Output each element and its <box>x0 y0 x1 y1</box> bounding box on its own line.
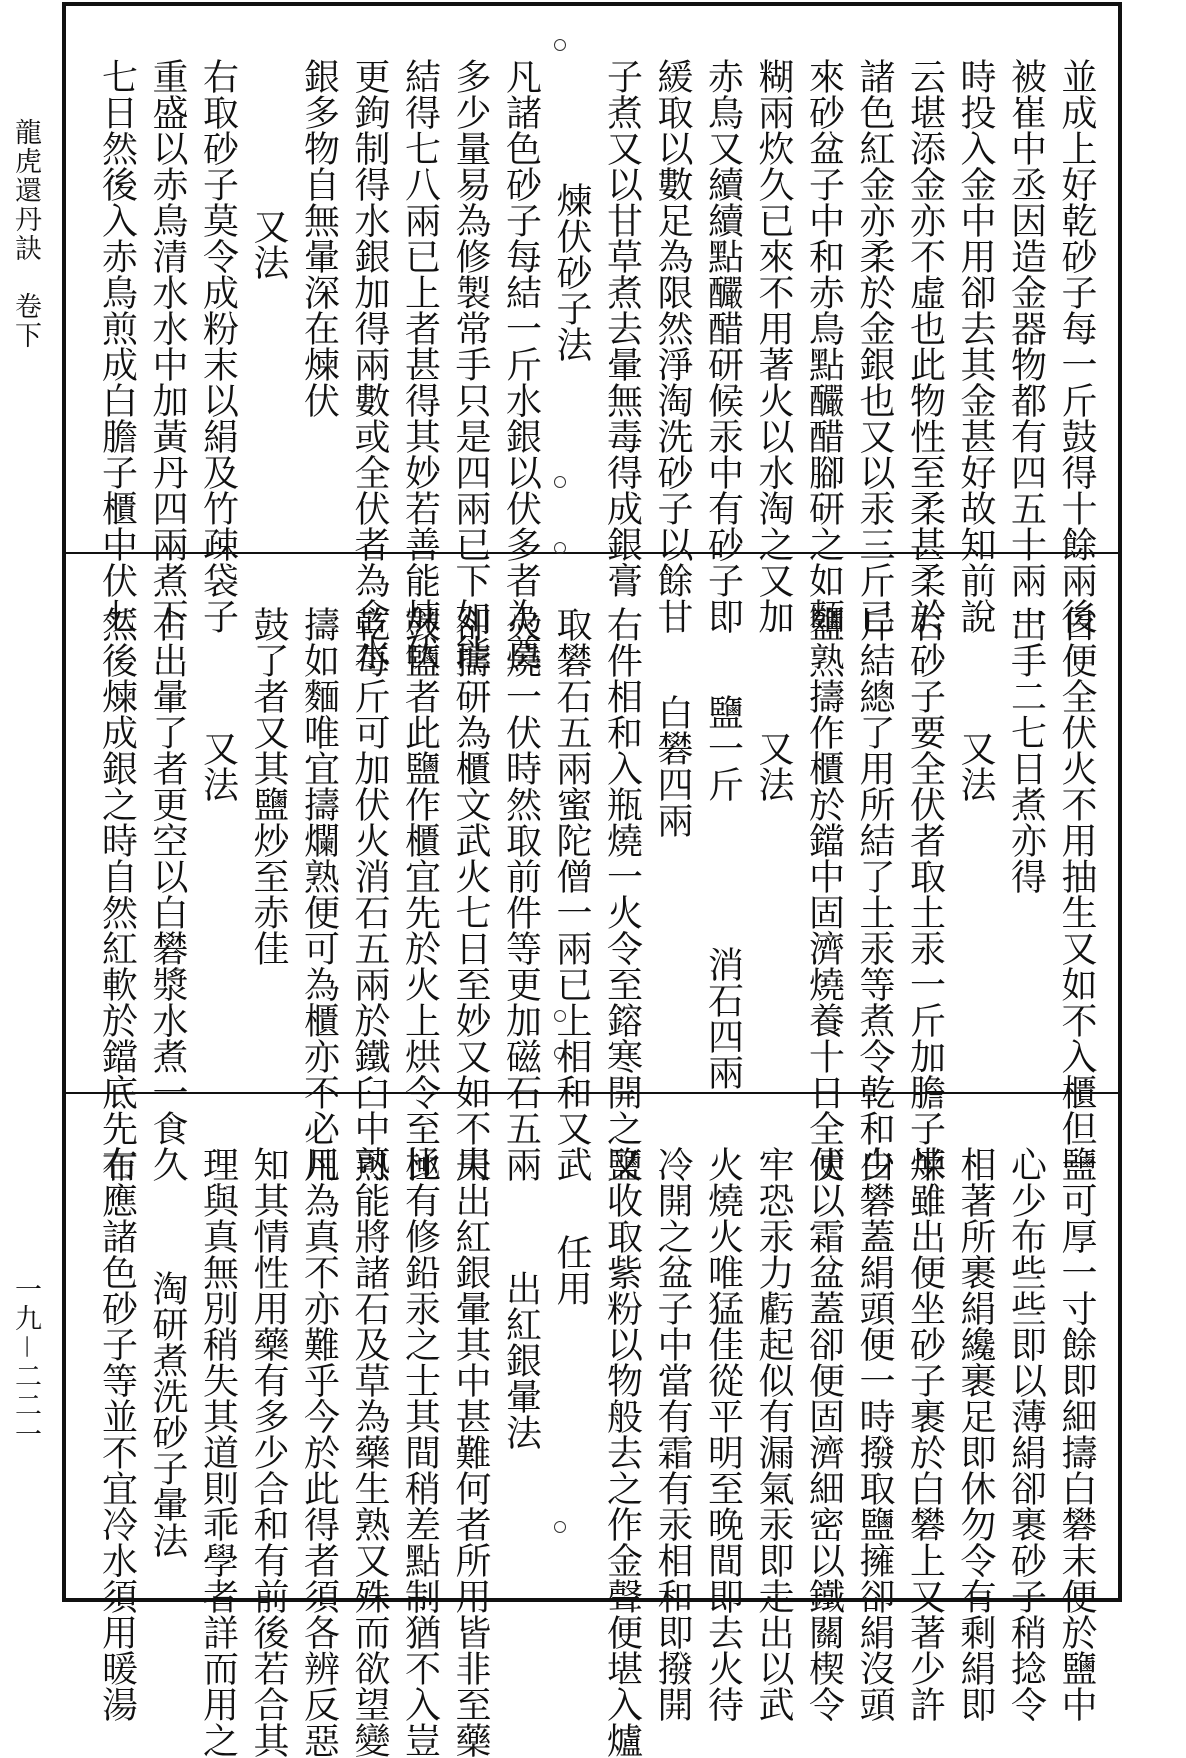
text-column: 鹽一斤 消石四兩 <box>702 694 744 1090</box>
text-column: 比有修鉛汞之士其間稍差點制猶不入豈 <box>399 1146 441 1758</box>
text-column: 糊兩炊久已來不用著火以水淘之又加 <box>753 58 794 634</box>
text-column: 擣如麵唯宜擣爛熟便可為櫃亦不必用 <box>298 606 340 1182</box>
text-column: 又法 <box>248 208 289 280</box>
text-column: 並成上好乾砂子每一斤鼓得十餘兩後 <box>1056 58 1097 634</box>
text-column: 鼓鹽者此鹽作櫃宜先於火上烘令至極 <box>399 606 441 1182</box>
text-column: 夫出紅銀暈其中甚難何者所用皆非至藥 <box>450 1146 491 1758</box>
text-column: 相著所裹絹纔裹足即休勿令有剩絹即 <box>955 1146 996 1722</box>
side-title: 龍虎還丹訣 卷下 <box>10 118 41 350</box>
text-column: 白礬蓋絹頭便一時撥取鹽擁卻絹沒頭 <box>854 1146 895 1722</box>
text-column: 理與真無別稍失其道則乖學者詳而用之 <box>197 1146 239 1758</box>
text-column: 諸色紅金亦柔於金銀也又以汞三斤已 <box>854 58 895 634</box>
text-column: 鹽收取紫粉以物般去之作金聲便堪入爐 <box>601 1146 643 1758</box>
register-top <box>66 6 1118 670</box>
text-column: 任用 <box>551 1234 592 1306</box>
text-column: 可能將諸石及草為藥生熟又殊而欲望變 <box>349 1146 390 1758</box>
text-column: 右取砂子莫令成粉末以絹及竹疎袋子 <box>197 58 239 634</box>
text-column: 心少布些些即以薄絹卻裹砂子稍捻令 <box>1005 1146 1047 1722</box>
text-column: 煉雖出便坐砂子裹於白礬上又著少許 <box>904 1146 946 1722</box>
text-column: 冷開之盆子中當有霜有汞相和即撥開 <box>652 1146 693 1722</box>
text-column: 白礬四兩 <box>652 694 693 838</box>
text-column: 被崔中丞因造金器物都有四五十兩一 <box>1005 58 1047 634</box>
text-column: 銀多物自無暈深在煉伏 <box>298 58 340 418</box>
text-column: 結得七八兩已上者甚得其妙若善能煉伏 <box>399 58 441 670</box>
text-column: 然後煉成銀之時自然紅軟於鐺底先布 <box>96 606 138 1182</box>
text-column: 右出暈了者更空以白礬漿水煮一食久 <box>147 606 188 1182</box>
text-column: 日便全伏火不用抽生又如不入櫃但一 <box>1056 606 1097 1182</box>
text-column: 又法 <box>753 730 794 802</box>
side-page-number: 一九－二二一 <box>10 1275 41 1449</box>
text-column: 取礬石五兩蜜陀僧一兩已上相和又武 <box>551 606 592 1182</box>
register-middle <box>66 552 1118 1182</box>
text-column: 乾每斤可加伏火消石五兩於鐵臼中熟 <box>349 606 390 1182</box>
text-column: 云堪添金亦不虛也此物性至柔甚柔於 <box>904 58 946 634</box>
text-column: 來砂盆子中和赤鳥點釅醋腳研之如麵 <box>803 58 845 634</box>
text-column: 煉伏砂子法 <box>551 182 592 362</box>
text-column: 右應諸色砂子等並不宜冷水須用暖湯 <box>96 1146 138 1722</box>
text-column: 鹽熟擣作櫃於鐺中固濟燒養十日全伏 <box>803 606 845 1182</box>
text-column: 知其情性用藥有多少合和有前後若合其 <box>248 1146 289 1758</box>
text-column: 便以霜盆蓋卻便固濟細密以鐵關楔令 <box>803 1146 845 1722</box>
punctuation-circle <box>554 1521 566 1533</box>
text-column: 出紅銀暈法 <box>500 1270 542 1450</box>
text-column: 牢恐汞力虧起似有漏氣汞即走出以武 <box>753 1146 794 1722</box>
text-column: 右件相和入瓶燒一火令至鎔寒開之又 <box>601 606 643 1182</box>
text-column: 七日然後入赤鳥煎成白膽子櫃中伏七 <box>96 58 138 634</box>
punctuation-circle <box>554 476 566 488</box>
text-column: 子煮又以甘草煮去暈無毒得成銀膏 <box>601 58 643 598</box>
text-column: 時投入金中用卻去其金甚好故知前說 <box>955 58 996 634</box>
text-column: 多少量易為修製常手只是四兩已下如能 <box>450 58 491 670</box>
text-column: 卻擣研為櫃文武火七日至妙又如不用 <box>450 606 491 1182</box>
text-column: 又法 <box>955 730 996 802</box>
text-column: 斤結總了用所結了土汞等煮令乾和少 <box>854 606 895 1182</box>
text-column: 緩取以數足為限然淨淘洗砂子以餘甘 <box>652 58 693 634</box>
text-column: 出手二七日煮亦得 <box>1005 606 1047 894</box>
text-column: 又法 <box>197 730 239 802</box>
text-column: 鹽可厚一寸餘即細擣白礬末便於鹽中 <box>1056 1146 1097 1722</box>
text-column: 鼓了者又其鹽炒至赤佳 <box>248 606 289 966</box>
text-column: 火燒一伏時然取前件等更加磁石五兩 <box>500 606 542 1182</box>
text-column: 凡為真不亦難乎今於此得者須各辨反惡 <box>298 1146 340 1758</box>
page-frame <box>62 2 1122 1758</box>
text-column: 凡諸色砂子每結一斤水銀以伏多者為奠 <box>500 58 542 670</box>
text-column: 赤鳥又續續點釅醋研候汞中有砂子即 <box>702 58 744 634</box>
text-column: 右砂子要全伏者取土汞一斤加膽子半 <box>904 606 946 1182</box>
text-column: 火燒火唯猛佳從平明至晚間即去火待 <box>702 1146 744 1722</box>
text-column: 更鉤制得水銀加得兩數或全伏者為含水 <box>349 58 390 670</box>
punctuation-circle <box>554 39 566 51</box>
punctuation-circle <box>554 1010 566 1022</box>
text-column: 重盛以赤鳥清水水中加黃丹四兩煮下 <box>147 58 188 634</box>
punctuation-circle <box>554 1047 566 1059</box>
punctuation-circle <box>554 542 566 554</box>
text-column: 淘研煮洗砂子暈法 <box>147 1270 188 1558</box>
register-bottom <box>66 1092 1118 1758</box>
